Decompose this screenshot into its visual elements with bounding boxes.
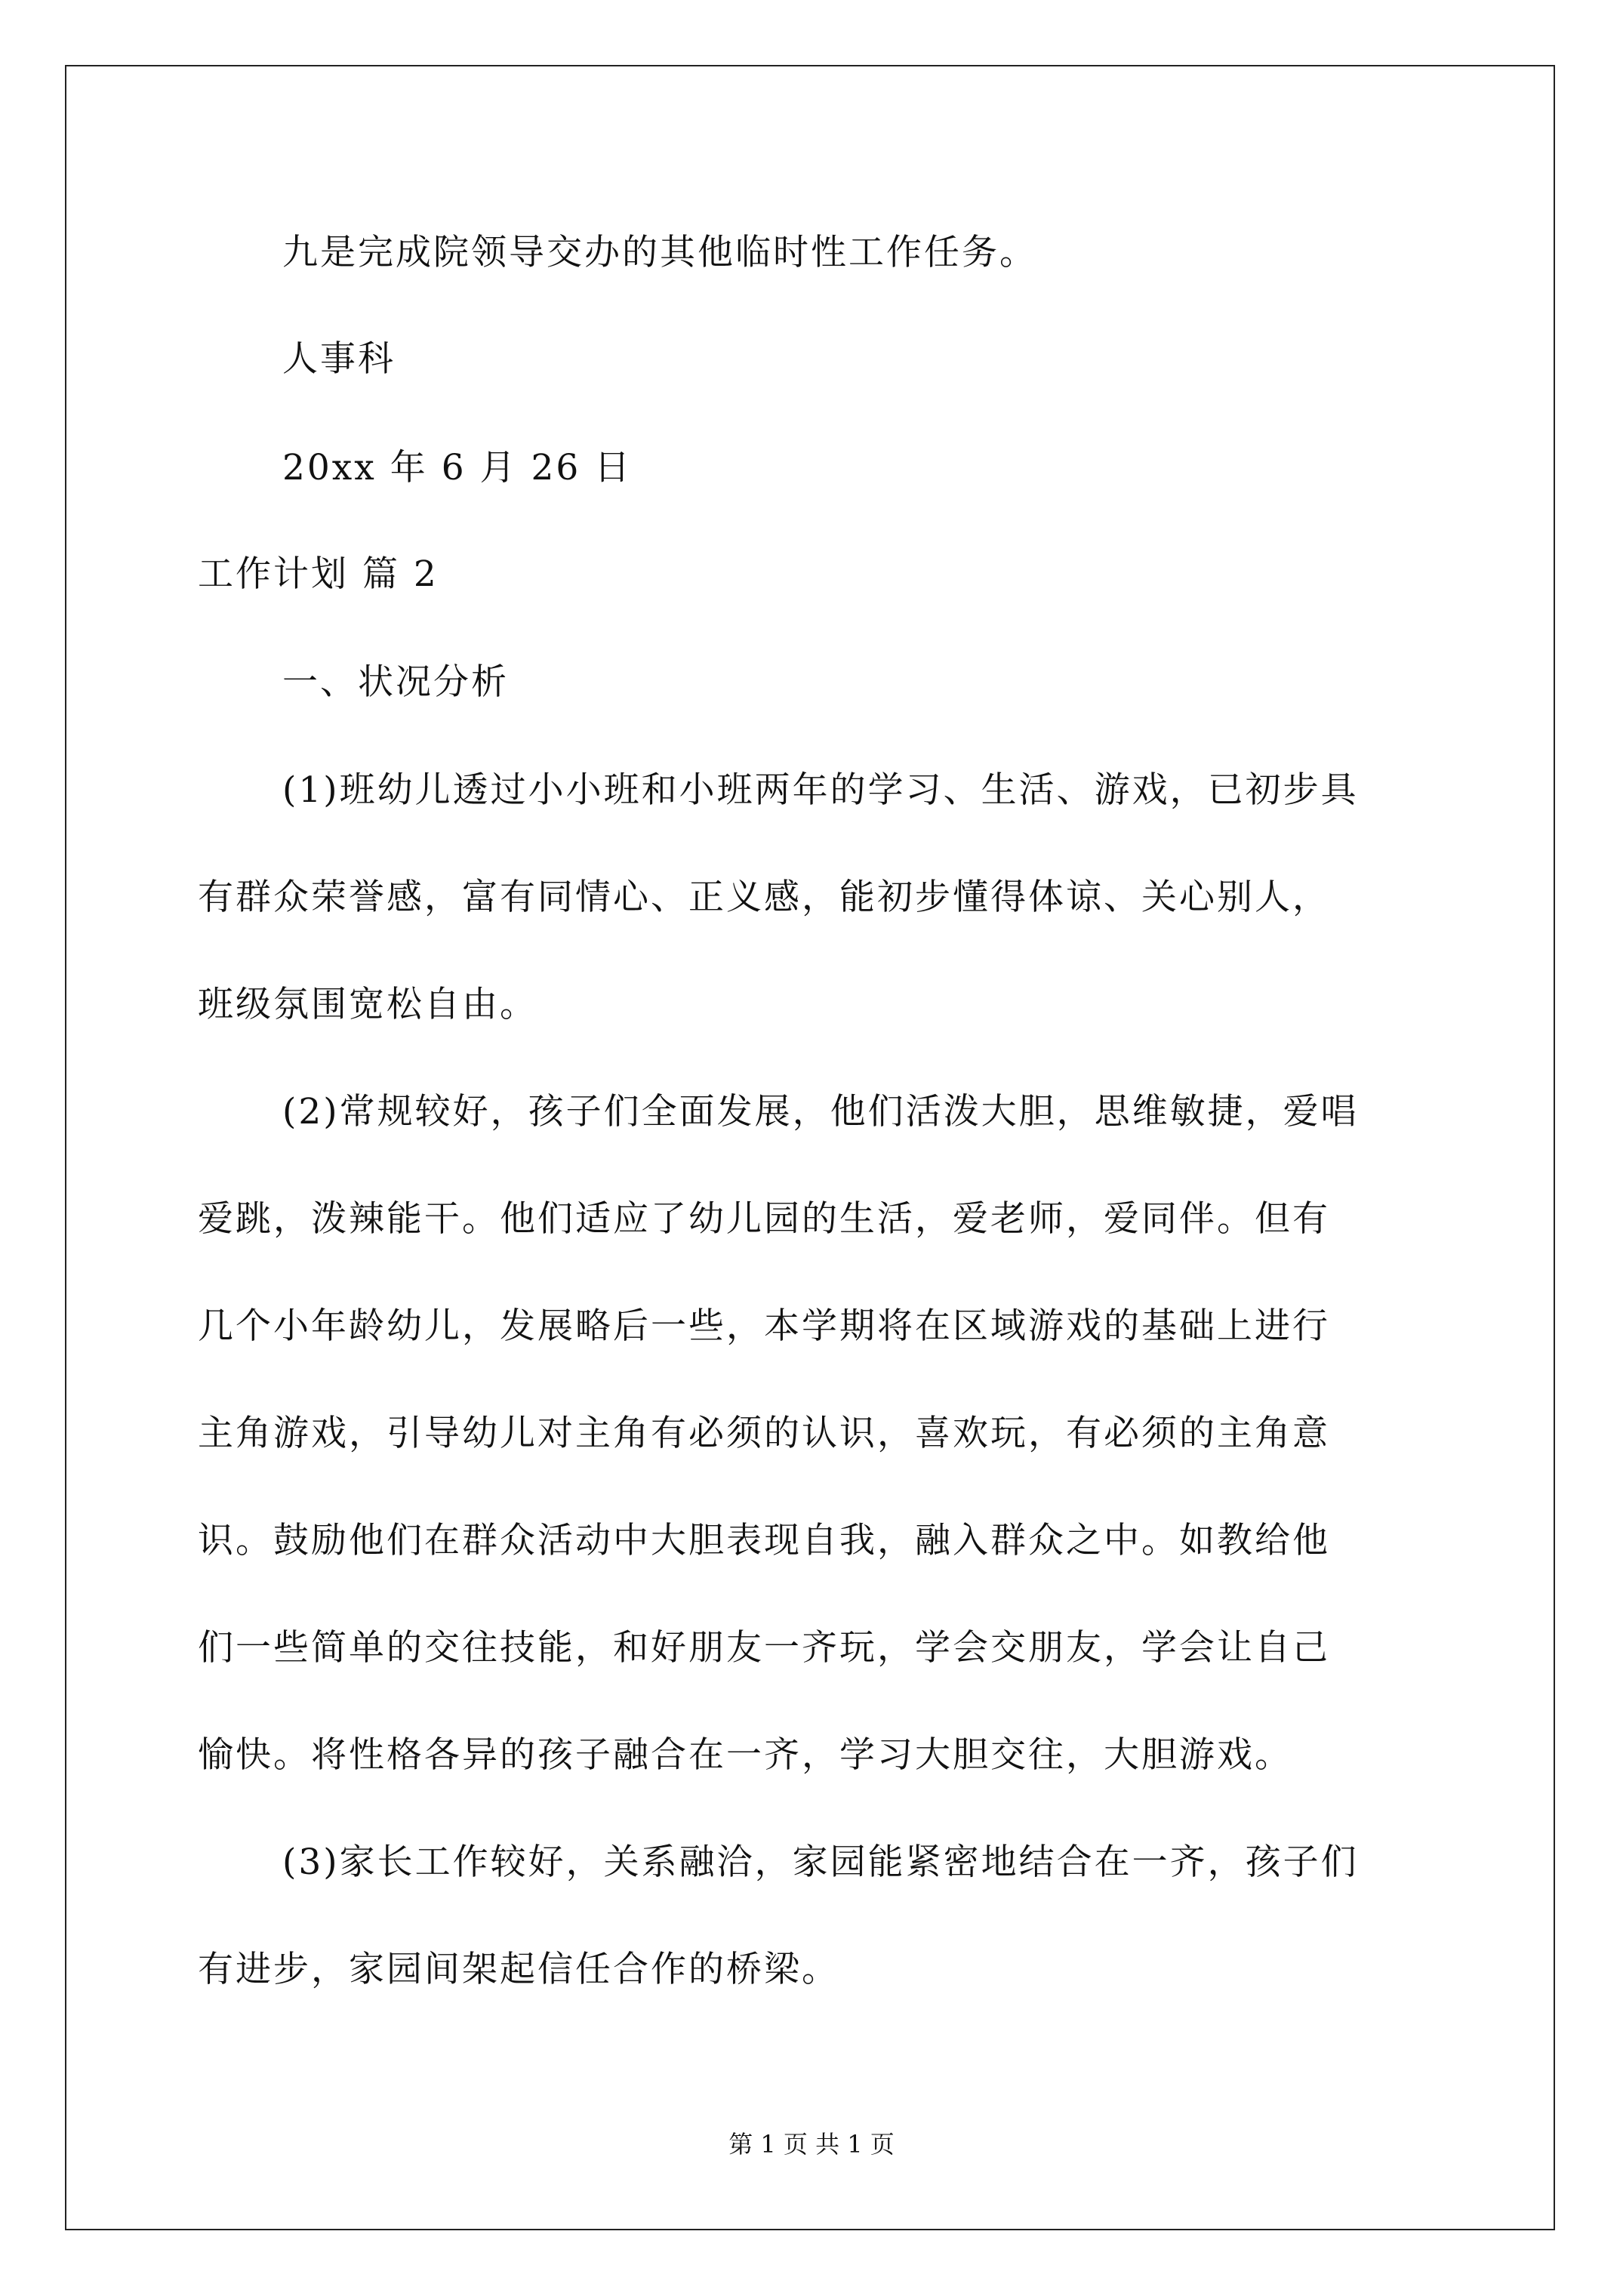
paragraph-line: 班级氛围宽松自由。 — [198, 984, 537, 1025]
department-signature: 人事科 — [282, 338, 396, 380]
paragraph-line: (1)班幼儿透过小小班和小班两年的学习、生活、游戏，已初步具 — [282, 769, 1359, 811]
subsection-heading: 一、状况分析 — [282, 661, 509, 703]
paragraph-line: 愉快。将性格各异的孩子融合在一齐，学习大胆交往，大胆游戏。 — [198, 1734, 1292, 1776]
paragraph-line: (3)家长工作较好，关系融洽，家园能紧密地结合在一齐，孩子们 — [282, 1841, 1359, 1883]
section-heading: 工作计划 篇 2 — [198, 553, 439, 595]
paragraph-line: 爱跳，泼辣能干。他们适应了幼儿园的生活，爱老师，爱同伴。但有 — [198, 1198, 1330, 1240]
paragraph-line: 有进步，家园间架起信任合作的桥梁。 — [198, 1949, 839, 1990]
signature-date: 20xx 年 6 月 26 日 — [282, 447, 633, 488]
page-number-footer: 第 1 页 共 1 页 — [728, 2130, 895, 2159]
paragraph-line: 几个小年龄幼儿，发展略后一些，本学期将在区域游戏的基础上进行 — [198, 1305, 1330, 1347]
paragraph-line: (2)常规较好，孩子们全面发展，他们活泼大胆，思维敏捷，爱唱 — [282, 1091, 1359, 1133]
paragraph-line: 们一些简单的交往技能，和好朋友一齐玩，学会交朋友，学会让自己 — [198, 1627, 1330, 1669]
paragraph-line: 主角游戏，引导幼儿对主角有必须的认识，喜欢玩，有必须的主角意 — [198, 1413, 1330, 1454]
page-border — [65, 65, 1555, 2230]
paragraph-line: 九是完成院领导交办的其他临时性工作任务。 — [282, 232, 1037, 273]
paragraph-line: 有群众荣誉感，富有同情心、正义感，能初步懂得体谅、关心别人， — [198, 877, 1330, 918]
paragraph-line: 识。鼓励他们在群众活动中大胆表现自我，融入群众之中。如教给他 — [198, 1520, 1330, 1561]
